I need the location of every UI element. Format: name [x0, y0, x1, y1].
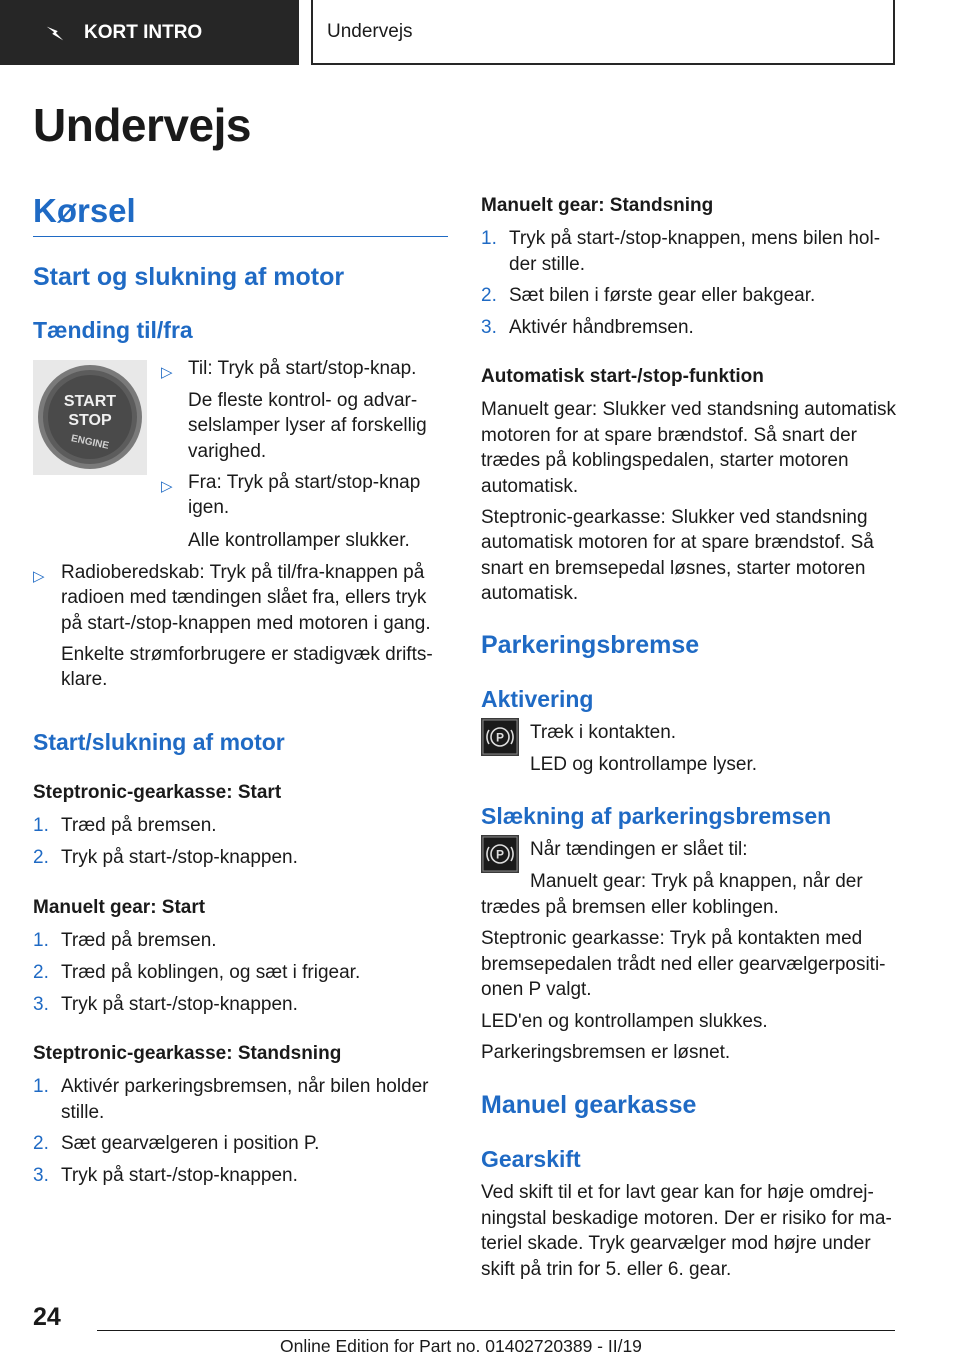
spark-icon: [44, 22, 66, 44]
aktivering-line-2: LED og kontrollampe lyser.: [530, 754, 758, 775]
list-item: Tryk på start-/stop-knappen, mens bilen hol-: [509, 228, 881, 249]
bullet-triangle-icon: ▷: [161, 478, 173, 495]
slaek-line-5: bremsepedalen trådt ned eller gearvælgerpositi-: [481, 954, 886, 975]
heading-taending: Tænding til/fra: [33, 317, 193, 343]
list-item: Tryk på start-/stop-knappen.: [61, 994, 298, 1015]
list-item: Træd på bremsen.: [61, 815, 217, 836]
tab-undervejs[interactable]: [311, 0, 895, 65]
footer-divider: [97, 1330, 895, 1331]
bullet-radio-3: på start-/stop-knappen med motoren i gang.: [61, 613, 431, 634]
list-item: Aktivér parkeringsbremsen, når bilen holder: [61, 1076, 429, 1097]
bullet-fra-sub: Alle kontrollamper slukker.: [188, 530, 410, 551]
list-item-cont: stille.: [61, 1102, 105, 1123]
bullet-radio-sub-1: Enkelte strømforbrugere er stadigvæk drifts-: [61, 644, 433, 665]
auto-p2-line-2: automatisk motoren for at spare brændstof. Så: [481, 532, 874, 553]
gear-line-3: teriel skade. Tryk gearvælger mod højre under: [481, 1233, 871, 1254]
tab-kort-intro[interactable]: [0, 0, 299, 65]
heading-slaekning: Slækning af parkeringsbremsen: [481, 803, 832, 829]
list-item: Sæt gearvælgeren i position P.: [61, 1133, 320, 1154]
auto-p1-line-4: automatisk.: [481, 476, 579, 497]
slaek-line-8: Parkeringsbremsen er løsnet.: [481, 1042, 731, 1063]
list-item: Træd på bremsen.: [61, 930, 217, 951]
gear-line-2: ningstal beskadige motoren. Der er risiko for ma-: [481, 1208, 892, 1229]
heading-parkeringsbremse: Parkeringsbremse: [481, 631, 700, 659]
slaek-line-1: Når tændingen er slået til:: [530, 839, 748, 860]
bullet-radio-2: radioen med tændingen slået fra, ellers tryk: [61, 587, 427, 608]
heading-aktivering: Aktivering: [481, 686, 594, 712]
list-item: Aktivér håndbremsen.: [509, 317, 694, 338]
gear-line-1: Ved skift til et for lavt gear kan for høje omdrej-: [481, 1182, 874, 1203]
bullet-triangle-icon: ▷: [33, 568, 45, 585]
footer-edition: Online Edition for Part no. 01402720389 - II/19: [280, 1336, 642, 1356]
bullet-til-sub-1: De fleste kontrol- og advar-: [188, 390, 418, 411]
bullet-radio-sub-2: klare.: [61, 669, 108, 690]
list-number: 1.: [33, 815, 49, 836]
parking-p-label: P: [495, 730, 505, 745]
auto-p2-line-1: Steptronic-gearkasse: Slukker ved standsning: [481, 507, 868, 528]
list-number: 1.: [481, 228, 497, 249]
list-number: 1.: [33, 930, 49, 951]
list-number: 2.: [33, 847, 49, 868]
heading-automatisk: Automatisk start-/stop-funktion: [481, 366, 764, 387]
slaek-line-3: trædes på bremsen eller koblingen.: [481, 897, 779, 918]
heading-manuelt-standsning: Manuelt gear: Standsning: [481, 195, 714, 216]
parking-p-label: P: [495, 847, 505, 862]
heading-manuelt-start: Manuelt gear: Start: [33, 897, 206, 918]
bullet-triangle-icon: ▷: [161, 364, 173, 381]
auto-p1-line-1: Manuelt gear: Slukker ved standsning automatisk: [481, 399, 897, 420]
slaek-line-4: Steptronic gearkasse: Tryk på kontakten med: [481, 928, 863, 949]
aktivering-line-1: Træk i kontakten.: [530, 722, 677, 743]
auto-p2-line-4: automatisk.: [481, 583, 579, 604]
slaek-line-7: LED'en og kontrollampen slukkes.: [481, 1011, 768, 1032]
section-heading-korsel: Kørsel: [33, 192, 448, 237]
start-label: START: [63, 393, 117, 410]
parking-brake-icon: [481, 835, 519, 873]
auto-p1-line-3: trædes på koblingspedalen, starter motoren: [481, 450, 849, 471]
bullet-fra-2: igen.: [188, 497, 230, 518]
slaek-line-2: Manuelt gear: Tryk på knappen, når der: [530, 871, 863, 892]
list-number: 3.: [481, 317, 497, 338]
engine-label: ENGINE: [69, 433, 110, 452]
heading-steptronic-standsning: Steptronic-gearkasse: Standsning: [33, 1043, 342, 1064]
list-item: Tryk på start-/stop-knappen.: [61, 1165, 298, 1186]
list-number: 1.: [33, 1076, 49, 1097]
bullet-radio-1: Radioberedskab: Tryk på til/fra-knappen på: [61, 562, 425, 583]
list-item-cont: der stille.: [509, 254, 586, 275]
stop-label: STOP: [68, 412, 112, 429]
heading-manuel-gearkasse: Manuel gearkasse: [481, 1091, 697, 1119]
heading-steptronic-start: Steptronic-gearkasse: Start: [33, 782, 282, 803]
list-item: Sæt bilen i første gear eller bakgear.: [509, 285, 816, 306]
heading-start-slukning: Start og slukning af motor: [33, 263, 345, 291]
heading-gearskift: Gearskift: [481, 1146, 581, 1172]
parking-brake-icon: [481, 718, 519, 756]
list-item: Træd på koblingen, og sæt i frigear.: [61, 962, 361, 983]
auto-p1-line-2: motoren for at spare brændstof. Så snart der: [481, 425, 857, 446]
auto-p2-line-3: snart en bremsepedal løsnes, starter motoren: [481, 558, 866, 579]
list-number: 2.: [481, 285, 497, 306]
heading-start-slukning-motor: Start/slukning af motor: [33, 729, 285, 755]
start-stop-button-icon: [33, 360, 147, 475]
page-title: Undervejs: [33, 99, 251, 151]
gear-line-4: skift på trin for 5. eller 6. gear.: [481, 1259, 732, 1280]
list-number: 2.: [33, 962, 49, 983]
tab-kort-intro-label: KORT INTRO: [84, 21, 203, 43]
list-item: Tryk på start-/stop-knappen.: [61, 847, 298, 868]
list-number: 3.: [33, 1165, 49, 1186]
slaek-line-6: onen P valgt.: [481, 979, 592, 1000]
list-number: 3.: [33, 994, 49, 1015]
bullet-til: Til: Tryk på start/stop-knap.: [188, 358, 417, 379]
list-number: 2.: [33, 1133, 49, 1154]
bullet-til-sub-2: selslamper lyser af forskellig: [188, 415, 427, 436]
page-number: 24: [33, 1303, 61, 1331]
bullet-til-sub-3: varighed.: [188, 441, 267, 462]
bullet-fra-1: Fra: Tryk på start/stop-knap: [188, 472, 421, 493]
tab-undervejs-label: Undervejs: [327, 20, 413, 42]
